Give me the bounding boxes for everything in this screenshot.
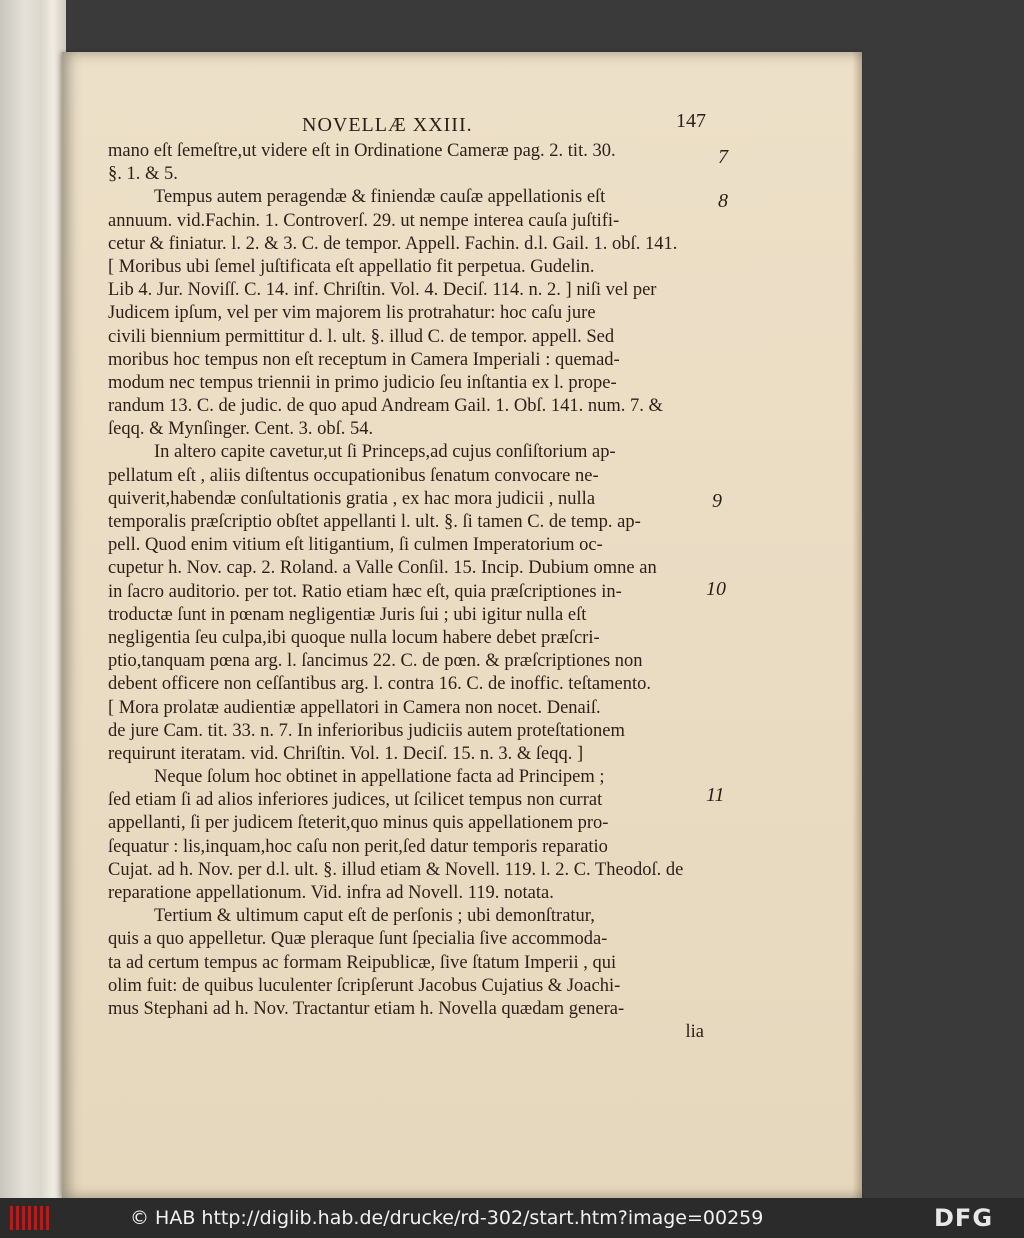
- text-line: ptio,tanquam pœna arg. l. ſancimus 22. C. de pœn. & præſcriptiones non: [108, 651, 643, 672]
- text-line: quis a quo appelletur. Quæ pleraque ſunt ſpecialia ſive accommoda-: [108, 929, 608, 950]
- text-line: Lib 4. Jur. Noviſſ. C. 14. inf. Chriſtin. Vol. 4. Deciſ. 114. n. 2. ] niſi vel per: [108, 280, 657, 301]
- text-line: temporalis præſcriptio obſtet appellanti l. ult. §. ſi tamen C. de temp. ap-: [108, 512, 641, 532]
- dfg-logo: DFG: [934, 1204, 994, 1232]
- text-line: Tempus autem peragendæ & finiendæ cauſæ appellationis eſt: [154, 187, 606, 208]
- text-line: ſequatur : lis,inquam,hoc caſu non perit,ſed datur temporis reparatio: [108, 836, 608, 857]
- text-line: pellatum eſt , aliis diſtentus occupationibus ſenatum convocare ne-: [108, 465, 599, 486]
- text-line: reparatione appellationum. Vid. infra ad Novell. 119. notata.: [108, 883, 554, 903]
- book-page: [62, 52, 862, 1198]
- text-line: modum nec tempus triennii in primo judicio ſeu inſtantia ex l. prope-: [108, 372, 617, 393]
- hab-logo-icon: [10, 1206, 50, 1230]
- margin-number: 8: [718, 190, 728, 212]
- margin-number: 11: [706, 784, 725, 806]
- body-text: [108, 140, 704, 1044]
- viewer-footer: [0, 1198, 1024, 1238]
- text-line: olim fuit: de quibus luculenter ſcripſerunt Jacobus Cujatius & Joachi-: [108, 975, 621, 996]
- text-line: de jure Cam. tit. 33. n. 7. In inferioribus judiciis autem proteſtationem: [108, 720, 625, 741]
- text-line: appellanti, ſi per judicem ſteterit,quo minus quis appellationem pro-: [108, 813, 609, 834]
- text-line: mus Stephani ad h. Nov. Tractantur etiam h. Novella quædam genera-: [108, 998, 625, 1019]
- text-line: moribus hoc tempus non eſt receptum in Camera Imperiali : quemad-: [108, 349, 620, 370]
- text-line: annuum. vid.Fachin. 1. Controverſ. 29. ut nempe interea cauſa juſtifi-: [108, 210, 620, 231]
- margin-number: 9: [712, 490, 722, 512]
- text-line: [ Mora prolatæ audientiæ appellatori in Camera non nocet. Denaiſ.: [108, 697, 601, 718]
- text-line: In altero capite cavetur,ut ſi Princeps,ad cujus conſiſtorium ap-: [154, 442, 616, 463]
- text-line: ſeqq. & Mynſinger. Cent. 3. obſ. 54.: [108, 419, 374, 440]
- text-line: [ Moribus ubi ſemel juſtificata eſt appellatio fit perpetua. Gudelin.: [108, 256, 595, 277]
- text-line: ta ad certum tempus ac formam Reipublicæ, ſive ſtatum Imperii , qui: [108, 952, 617, 973]
- text-line: negligentia ſeu culpa,ibi quoque nulla locum habere debet præſcri-: [108, 627, 600, 648]
- text-line: requirunt iteratam. vid. Chriſtin. Vol. 1. Deciſ. 15. n. 3. & ſeqq. ]: [108, 743, 584, 764]
- text-line: randum 13. C. de judic. de quo apud Andream Gail. 1. Obſ. 141. num. 7. &: [108, 396, 663, 417]
- text-line: pell. Quod enim vitium eſt litigantium, ſi culmen Imperatorium oc-: [108, 535, 603, 556]
- text-line: Judicem ipſum, vel per vim majorem lis protrahatur: hoc caſu jure: [108, 303, 596, 324]
- margin-number: 10: [706, 578, 726, 600]
- text-line: troductæ ſunt in pœnam negligentiæ Juris ſui ; ubi igitur nulla eſt: [108, 604, 587, 625]
- margin-number: 7: [718, 146, 728, 168]
- text-line: Neque ſolum hoc obtinet in appellatione facta ad Principem ;: [154, 767, 605, 788]
- text-line: Tertium & ultimum caput eſt de perſonis ; ubi demonſtratur,: [154, 906, 595, 927]
- text-line: §. 1. & 5.: [108, 164, 178, 185]
- page-number: 147: [676, 110, 706, 132]
- text-line: Cujat. ad h. Nov. per d.l. ult. §. illud etiam & Novell. 119. l. 2. C. Theodoſ. de: [108, 859, 684, 880]
- text-line: cupetur h. Nov. cap. 2. Roland. a Valle Conſil. 15. Incip. Dubium omne an: [108, 558, 657, 579]
- text-line: lia: [685, 1022, 704, 1043]
- text-line: ſed etiam ſi ad alios inferiores judices, ut ſcilicet tempus non currat: [108, 790, 603, 811]
- text-line: mano eſt ſemeſtre,ut videre eſt in Ordinatione Cameræ pag. 2. tit. 30.: [108, 141, 616, 161]
- text-line: debent officere non ceſſantibus arg. l. contra 16. C. de inoffic. teſtamento.: [108, 674, 652, 695]
- text-line: cetur & finiatur. l. 2. & 3. C. de tempor. Appell. Fachin. d.l. Gail. 1. obſ. 141.: [108, 233, 678, 254]
- text-line: in ſacro auditorio. per tot. Ratio etiam hæc eſt, quia præſcriptiones in-: [108, 581, 622, 602]
- copyright-link[interactable]: © HAB http://diglib.hab.de/drucke/rd-302/start.htm?image=00259: [130, 1207, 764, 1229]
- text-line: quiverit,habendæ conſultationis gratia , ex hac mora judicii , nulla: [108, 488, 596, 509]
- text-line: civili biennium permittitur d. l. ult. §. illud C. de tempor. appell. Sed: [108, 326, 615, 347]
- running-head: NOVELLÆ XXIII.: [302, 114, 473, 136]
